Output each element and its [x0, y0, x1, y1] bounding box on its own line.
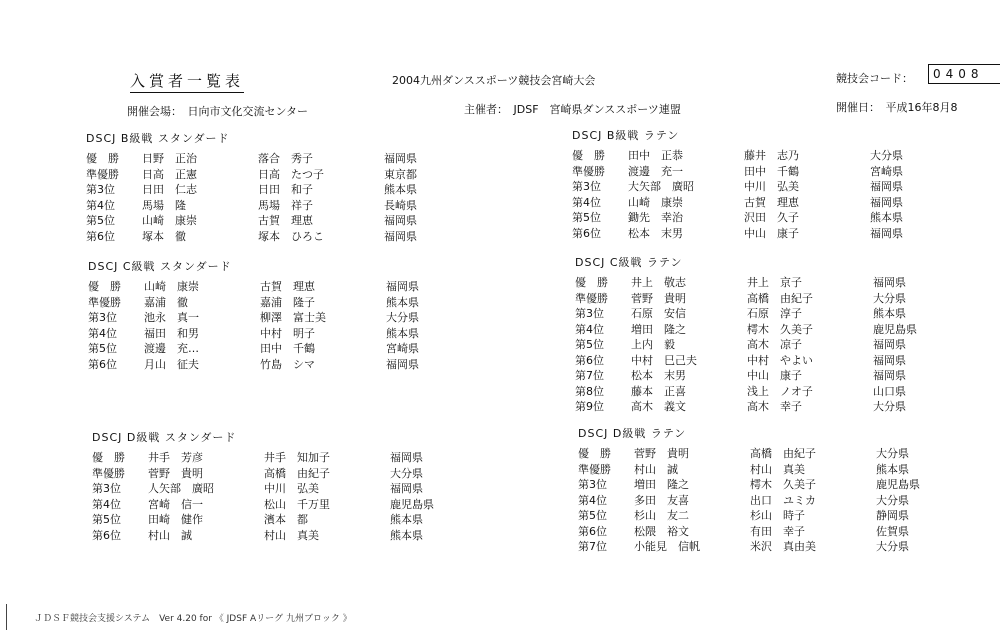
partner-name: 馬場 祥子 — [258, 198, 313, 212]
section-title: DSCJ D級戦 ラテン — [578, 427, 687, 440]
leader-name: 小能見 信帆 — [634, 540, 700, 553]
partner-name: 濱本 都 — [264, 513, 308, 526]
result-row — [575, 275, 935, 291]
partner-name: 高木 幸子 — [747, 400, 802, 413]
section-b-standard — [86, 129, 446, 244]
section-title: DSCJ B級戦 ラテン — [572, 129, 680, 142]
prefecture: 福岡県 — [390, 451, 423, 464]
leader-name: 嘉浦 徹 — [144, 295, 188, 309]
prefecture: 福岡県 — [873, 276, 906, 289]
result-row — [572, 148, 932, 164]
prefecture: 福岡県 — [384, 229, 417, 243]
leader-name: 馬場 隆 — [142, 198, 186, 212]
leader-name: 人矢部 廣昭 — [148, 482, 214, 495]
leader-name: 宮崎 信一 — [148, 497, 203, 511]
leader-name: 井手 芳彦 — [148, 451, 203, 464]
partner-name: 田中 千鶴 — [744, 164, 799, 178]
result-row — [578, 446, 938, 462]
result-row — [572, 164, 932, 180]
placing: 第4位 — [88, 326, 117, 340]
page-title: 入賞者一覧表 — [130, 70, 244, 93]
prefecture: 福岡県 — [384, 152, 417, 165]
partner-name: 古賀 理恵 — [744, 195, 799, 209]
placing: 第4位 — [92, 497, 121, 511]
partner-name: 田中 千鶴 — [260, 342, 315, 355]
prefecture: 福岡県 — [873, 353, 906, 367]
leader-name: 渡邊 充… — [144, 342, 199, 355]
partner-name: 井上 京子 — [747, 276, 802, 289]
result-row — [575, 291, 935, 307]
partner-name: 塚本 ひろこ — [258, 229, 324, 243]
leader-name: 日野 正治 — [142, 152, 197, 165]
placing: 第7位 — [575, 369, 604, 382]
result-row — [578, 477, 938, 493]
placing: 第5位 — [88, 342, 117, 355]
result-row — [92, 497, 452, 513]
placing: 優 勝 — [575, 276, 608, 289]
section-d-latin — [578, 424, 938, 555]
partner-name: 松山 千万里 — [264, 497, 330, 511]
result-row — [575, 306, 935, 322]
prefecture: 福岡県 — [870, 226, 903, 240]
partner-name: 浅上 ノオ子 — [747, 384, 813, 398]
section-c-standard — [88, 257, 448, 372]
prefecture: 山口県 — [873, 384, 906, 398]
prefecture: 佐賀県 — [876, 524, 909, 538]
placing: 第5位 — [86, 214, 115, 227]
result-row — [86, 151, 446, 167]
leader-name: 菅野 貴明 — [148, 466, 203, 480]
placing: 第5位 — [572, 211, 601, 224]
result-row — [572, 195, 932, 211]
partner-name: 柳澤 富士美 — [260, 311, 326, 324]
partner-name: 藤井 志乃 — [744, 149, 799, 162]
partner-name: 村山 真美 — [264, 528, 319, 542]
event-date: 開催日： 平成16年8月8 — [836, 101, 958, 114]
prefecture: 福岡県 — [384, 214, 417, 227]
placing: 第4位 — [578, 493, 607, 507]
leader-name: 松隈 裕文 — [634, 524, 689, 538]
result-row — [578, 508, 938, 524]
partner-name: 日田 和子 — [258, 183, 313, 196]
result-row — [578, 493, 938, 509]
prefecture: 宮崎県 — [870, 164, 903, 178]
leader-name: 塚本 徹 — [142, 229, 186, 243]
placing: 第6位 — [572, 226, 601, 240]
partner-name: 中山 康子 — [744, 226, 799, 240]
result-row — [86, 213, 446, 229]
placing: 第6位 — [578, 524, 607, 538]
leader-name: 田崎 健作 — [148, 513, 203, 526]
leader-name: 杉山 友二 — [634, 509, 689, 522]
competition-code-label: 競技会コード： — [836, 72, 913, 85]
prefecture: 熊本県 — [390, 513, 423, 526]
placing: 第5位 — [578, 509, 607, 522]
placing: 第6位 — [86, 229, 115, 243]
prefecture: 福岡県 — [390, 482, 423, 495]
placing: 第6位 — [92, 528, 121, 542]
venue-text: 開催会場： 日向市文化交流センター — [127, 105, 309, 118]
result-row — [572, 226, 932, 242]
section-title: DSCJ C級戦 スタンダード — [88, 260, 232, 273]
placing: 優 勝 — [572, 149, 605, 162]
partner-name: 出口 ユミカ — [750, 493, 816, 507]
result-row — [575, 368, 935, 384]
prefecture: 大分県 — [870, 149, 903, 162]
section-title: DSCJ C級戦 ラテン — [575, 256, 683, 269]
result-row — [88, 295, 448, 311]
leader-name: 高木 義文 — [631, 400, 686, 413]
result-row — [575, 353, 935, 369]
prefecture: 福岡県 — [870, 180, 903, 193]
leader-name: 上内 毅 — [631, 338, 675, 351]
placing: 第7位 — [578, 540, 607, 553]
leader-name: 鋤先 幸治 — [628, 211, 683, 224]
placing: 第5位 — [92, 513, 121, 526]
leader-name: 石原 安信 — [631, 307, 686, 320]
leader-name: 山崎 康崇 — [142, 214, 197, 227]
partner-name: 高橋 由紀子 — [750, 447, 816, 460]
leader-name: 村山 誠 — [148, 528, 192, 542]
result-row — [92, 466, 452, 482]
partner-name: 中川 弘美 — [744, 180, 799, 193]
partner-name: 村山 真美 — [750, 462, 805, 476]
prefecture: 大分県 — [876, 493, 909, 507]
result-row — [86, 182, 446, 198]
prefecture: 熊本県 — [876, 462, 909, 476]
partner-name: 有田 幸子 — [750, 524, 805, 538]
result-row — [575, 322, 935, 338]
prefecture: 大分県 — [876, 447, 909, 460]
prefecture: 鹿児島県 — [390, 497, 434, 511]
placing: 第3位 — [572, 180, 601, 193]
leader-name: 増田 隆之 — [631, 322, 686, 336]
placing: 第3位 — [92, 482, 121, 495]
leader-name: 福田 和男 — [144, 326, 199, 340]
partner-name: 古賀 理恵 — [260, 280, 315, 293]
placing: 第8位 — [575, 384, 604, 398]
leader-name: 松本 末男 — [628, 226, 683, 240]
prefecture: 熊本県 — [384, 183, 417, 196]
prefecture: 熊本県 — [386, 295, 419, 309]
organizer-text: 主催者： JDSF 宮崎県ダンススポーツ連盟 — [464, 103, 681, 116]
placing: 第5位 — [575, 338, 604, 351]
prefecture: 大分県 — [873, 400, 906, 413]
competition-code-value: 0408 — [928, 64, 1000, 84]
placing: 優 勝 — [88, 280, 121, 293]
result-row — [92, 481, 452, 497]
placing: 第3位 — [575, 307, 604, 320]
result-row — [88, 326, 448, 342]
partner-name: 中川 弘美 — [264, 482, 319, 495]
placing: 準優勝 — [86, 167, 119, 181]
prefecture: 福岡県 — [386, 357, 419, 371]
leader-name: 松本 末男 — [631, 369, 686, 382]
prefecture: 福岡県 — [386, 280, 419, 293]
partner-name: 井手 知加子 — [264, 451, 330, 464]
result-row — [578, 462, 938, 478]
placing: 第4位 — [575, 322, 604, 336]
partner-name: 嘉浦 隆子 — [260, 295, 315, 309]
prefecture: 宮崎県 — [386, 342, 419, 355]
partner-name: 日高 たつ子 — [258, 167, 324, 181]
prefecture: 大分県 — [873, 291, 906, 305]
prefecture: 大分県 — [386, 311, 419, 324]
prefecture: 大分県 — [876, 540, 909, 553]
leader-name: 田中 正恭 — [628, 149, 683, 162]
leader-name: 藤本 正喜 — [631, 384, 686, 398]
partner-name: 樗木 久美子 — [750, 478, 816, 491]
partner-name: 竹島 シマ — [260, 357, 315, 371]
placing: 優 勝 — [86, 152, 119, 165]
result-row — [86, 167, 446, 183]
placing: 準優勝 — [572, 164, 605, 178]
result-row — [88, 341, 448, 357]
prefecture: 鹿児島県 — [873, 322, 917, 336]
section-title: DSCJ D級戦 スタンダード — [92, 431, 237, 444]
leader-name: 増田 隆之 — [634, 478, 689, 491]
prefecture: 大分県 — [390, 466, 423, 480]
section-b-latin — [572, 126, 932, 241]
prefecture: 長崎県 — [384, 198, 417, 212]
leader-name: 村山 誠 — [634, 462, 678, 476]
prefecture: 熊本県 — [873, 307, 906, 320]
prefecture: 鹿児島県 — [876, 478, 920, 491]
prefecture: 熊本県 — [870, 211, 903, 224]
prefecture: 東京都 — [384, 167, 417, 181]
leader-name: 菅野 貴明 — [634, 447, 689, 460]
partner-name: 高橋 由紀子 — [264, 466, 330, 480]
placing: 第6位 — [575, 353, 604, 367]
placing: 第9位 — [575, 400, 604, 413]
leader-name: 山崎 康崇 — [144, 280, 199, 293]
margin-mark — [6, 604, 7, 630]
section-d-standard — [92, 428, 452, 543]
prefecture: 福岡県 — [870, 195, 903, 209]
partner-name: 高木 凉子 — [747, 338, 802, 351]
placing: 第4位 — [86, 198, 115, 212]
leader-name: 月山 征夫 — [144, 357, 199, 371]
leader-name: 日田 仁志 — [142, 183, 197, 196]
placing: 優 勝 — [92, 451, 125, 464]
partner-name: 落合 秀子 — [258, 152, 313, 165]
placing: 第3位 — [86, 183, 115, 196]
leader-name: 渡邊 充一 — [628, 164, 683, 178]
partner-name: 米沢 真由美 — [750, 540, 816, 553]
placing: 準優勝 — [578, 462, 611, 476]
prefecture: 静岡県 — [876, 509, 909, 522]
result-row — [86, 198, 446, 214]
result-row — [575, 399, 935, 415]
partner-name: 古賀 理恵 — [258, 214, 313, 227]
prefecture: 熊本県 — [386, 326, 419, 340]
placing: 第6位 — [88, 357, 117, 371]
result-row — [575, 337, 935, 353]
result-row — [578, 539, 938, 555]
result-row — [92, 450, 452, 466]
partner-name: 高橋 由紀子 — [747, 291, 813, 305]
partner-name: 樗木 久美子 — [747, 322, 813, 336]
prefecture: 福岡県 — [873, 369, 906, 382]
leader-name: 多田 友喜 — [634, 493, 689, 507]
placing: 優 勝 — [578, 447, 611, 460]
result-row — [88, 310, 448, 326]
result-row — [92, 512, 452, 528]
partner-name: 中村 やよい — [747, 353, 813, 367]
result-row — [578, 524, 938, 540]
event-name: 2004九州ダンススポーツ競技会宮崎大会 — [392, 74, 596, 87]
section-c-latin — [575, 253, 935, 415]
leader-name: 井上 敬志 — [631, 276, 686, 289]
placing: 準優勝 — [92, 466, 125, 480]
placing: 第3位 — [578, 478, 607, 491]
partner-name: 中村 明子 — [260, 326, 315, 340]
leader-name: 日高 正憲 — [142, 167, 197, 181]
result-row — [86, 229, 446, 245]
partner-name: 石原 淳子 — [747, 307, 802, 320]
placing: 第4位 — [572, 195, 601, 209]
result-row — [575, 384, 935, 400]
leader-name: 中村 巳己夫 — [631, 353, 697, 367]
result-row — [92, 528, 452, 544]
result-row — [88, 357, 448, 373]
leader-name: 大矢部 廣昭 — [628, 180, 694, 193]
leader-name: 山崎 康崇 — [628, 195, 683, 209]
partner-name: 沢田 久子 — [744, 211, 799, 224]
result-row — [572, 179, 932, 195]
partner-name: 杉山 時子 — [750, 509, 805, 522]
result-row — [572, 210, 932, 226]
partner-name: 中山 康子 — [747, 369, 802, 382]
footer-system-info: ＪＤＳＦ競技会支援システム Ver 4.20 for 《 JDSF Aリーグ 九州ブロック 》 — [34, 614, 352, 624]
placing: 第3位 — [88, 311, 117, 324]
result-row — [88, 279, 448, 295]
placing: 準優勝 — [575, 291, 608, 305]
leader-name: 菅野 貴明 — [631, 291, 686, 305]
prefecture: 福岡県 — [873, 338, 906, 351]
prefecture: 熊本県 — [390, 528, 423, 542]
leader-name: 池永 真一 — [144, 311, 199, 324]
section-title: DSCJ B級戦 スタンダード — [86, 132, 230, 145]
placing: 準優勝 — [88, 295, 121, 309]
